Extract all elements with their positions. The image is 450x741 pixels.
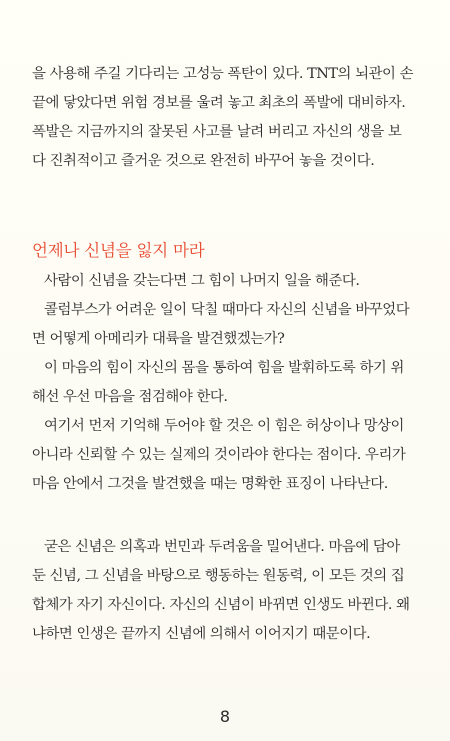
section-heading: 언제나 신념을 잃지 마라 bbox=[32, 241, 205, 260]
text-line: 콜럼부스가 어려운 일이 닥칠 때마다 자신의 신념을 바꾸었다 bbox=[44, 302, 410, 318]
text-line: 마음 안에서 그것을 발견했을 때는 명확한 표징이 나타난다. bbox=[32, 476, 388, 492]
text-line: 냐하면 인생은 끝까지 신념에 의해서 이어지기 때문이다. bbox=[32, 626, 371, 642]
text-line: 해선 우선 마음을 점검해야 한다. bbox=[32, 389, 228, 405]
page-number: 8 bbox=[219, 707, 231, 726]
text-line: 사람이 신념을 갖는다면 그 힘이 나머지 일을 해준다. bbox=[44, 273, 360, 289]
text-line: 둔 신념, 그 신념을 바탕으로 행동하는 원동력, 이 모든 것의 집 bbox=[32, 568, 405, 584]
paragraph-columbus bbox=[32, 296, 424, 354]
text-line: 을 사용해 주길 기다리는 고성능 폭탄이 있다. TNT의 뇌관이 손 bbox=[32, 66, 414, 82]
paragraph-real-power bbox=[32, 412, 424, 499]
text-line: 면 어떻게 아메리카 대륙을 발견했겠는가? bbox=[32, 331, 285, 347]
intro-paragraph bbox=[32, 60, 424, 176]
text-line: 다 진취적이고 즐거운 것으로 완전히 바꾸어 놓을 것이다. bbox=[32, 153, 375, 169]
text-line: 폭발은 지금까지의 잘못된 사고를 날려 버리고 자신의 생을 보 bbox=[32, 124, 402, 140]
paragraph-belief-power bbox=[32, 267, 424, 296]
text-line: 아니라 신뢰할 수 있는 실제의 것이라야 한다는 점이다. 우리가 bbox=[32, 447, 406, 463]
text-line: 굳은 신념은 의혹과 번민과 두려움을 밀어낸다. 마음에 담아 bbox=[44, 539, 400, 555]
text-line: 끝에 닿았다면 위험 경보를 울려 놓고 최초의 폭발에 대비하자. bbox=[32, 95, 406, 111]
text-line: 이 마음의 힘이 자신의 몸을 통하여 힘을 발휘하도록 하기 위 bbox=[44, 360, 404, 376]
paragraph-spacer bbox=[32, 499, 424, 533]
text-line: 합체가 자기 자신이다. 자신의 신념이 바뀌면 인생도 바뀐다. 왜 bbox=[32, 597, 410, 613]
paragraph-firm-belief bbox=[32, 533, 424, 649]
text-line: 여기서 먼저 기억해 두어야 할 것은 이 힘은 허상이나 망상이 bbox=[44, 418, 404, 434]
page-content bbox=[32, 60, 424, 649]
paragraph-check-mind bbox=[32, 354, 424, 412]
